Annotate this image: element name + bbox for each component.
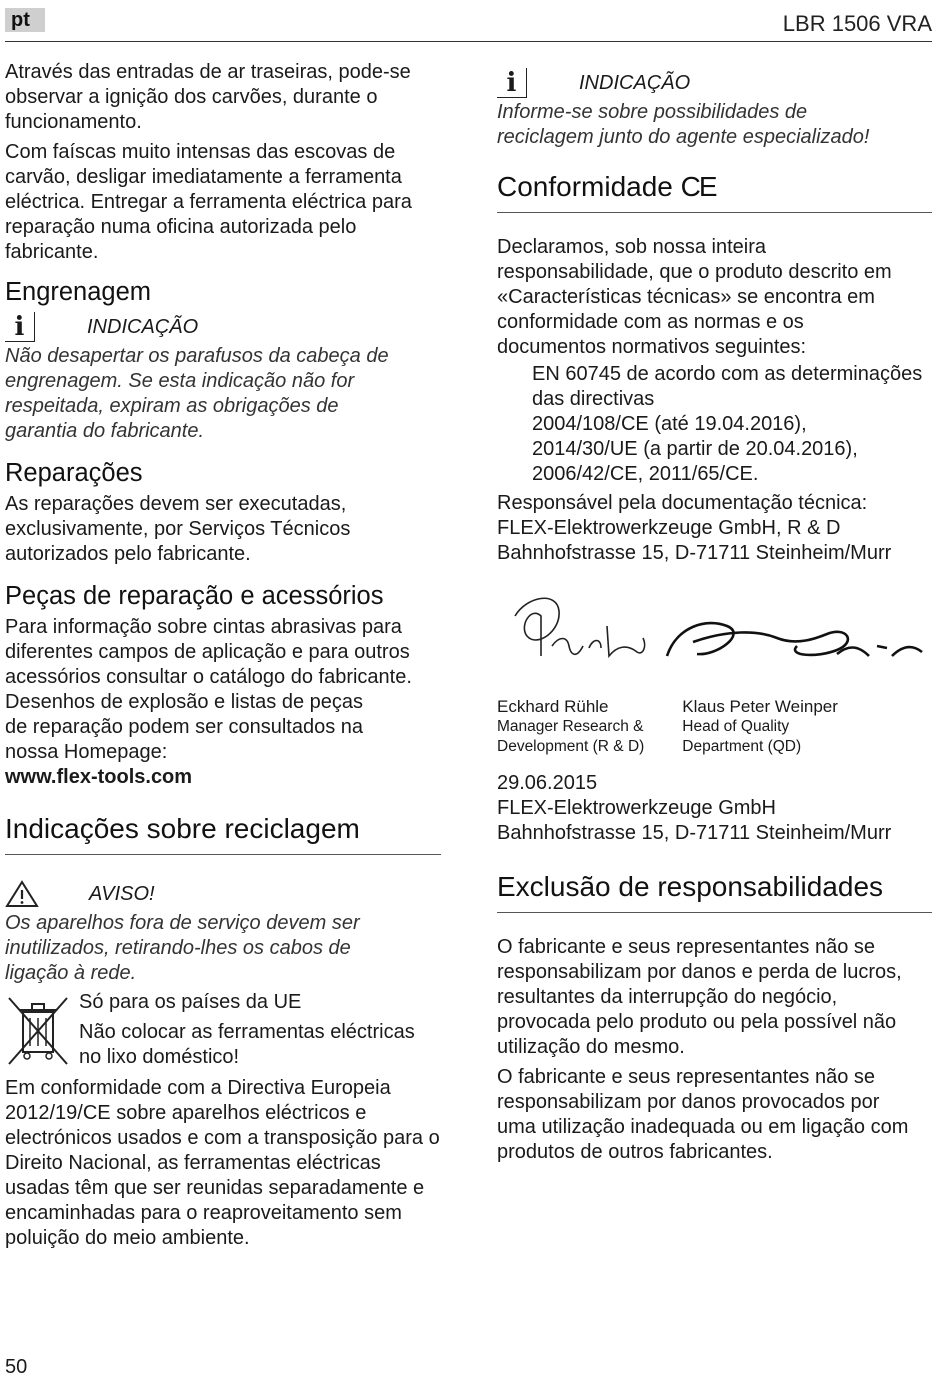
pecas-text-2: Desenhos de explosão e listas de peças de reparação podem ser consultados na nossa Homepage: (5, 691, 364, 763)
reparacoes-heading: Reparações (5, 459, 143, 487)
header-divider (5, 41, 932, 42)
warning-triangle-icon (5, 879, 39, 909)
signatory-role: Head of Quality (682, 718, 790, 735)
signatory-role: Development (R & D) (497, 738, 645, 755)
signatures (497, 586, 932, 696)
exclusao-heading: Exclusão de responsabilidades (497, 870, 932, 913)
info-icon: i (497, 68, 527, 98)
warning-text: Os aparelhos fora de serviço devem ser inutilizados, retirando-lhes os cabos de ligação à rede. (5, 912, 360, 984)
conformidade-intro: Declaramos, sob nossa inteira responsabilidade, que o produto descrito em «Características técnicas» se encontra em conformidade com as normas e os documentos normativos seguintes: (497, 236, 892, 358)
signatory (497, 696, 644, 757)
language-tag: pt (5, 8, 45, 32)
ce-mark: CE (680, 171, 716, 202)
standard-line: 2006/42/CE, 2011/65/CE. (532, 463, 759, 485)
engrenagem-notice-text: Não desapertar os parafusos da cabeça de engrenagem. Se esta indicação não for respeitada, expiram as obrigações de garantia do fabricante. (5, 345, 389, 442)
standard-line: 2004/108/CE (até 19.04.2016), (532, 413, 807, 435)
recycle-notice-header (497, 66, 932, 100)
signatory-name: Klaus Peter Weinper (682, 697, 838, 716)
conformidade-title: Conformidade (497, 171, 673, 202)
signatory-role: Department (QD) (682, 738, 802, 755)
right-column (497, 60, 932, 1165)
responsible-block (497, 491, 932, 566)
recycle-notice-text: Informe-se sobre possibilidades de reciclagem junto do agente especializado! (497, 101, 870, 148)
declaration-date: 29.06.2015 (497, 772, 598, 794)
crossed-bin-icon (5, 990, 71, 1068)
homepage-link[interactable]: www.flex-tools.com (5, 766, 193, 788)
standards-list (497, 362, 932, 487)
signatory (682, 696, 838, 757)
pecas-heading: Peças de reparação e acessórios (5, 582, 384, 610)
exclusao-text-1: O fabricante e seus representantes não se responsabilizam por danos e perda de lucros, resultantes da interrupção do negócio, provocada pelo produto ou pela possível não utilização do mesmo. (497, 936, 902, 1058)
responsible-line: Responsável pela documentação técnica: (497, 492, 868, 514)
eu-only-text: Só para os países da UE (79, 991, 302, 1013)
warning-label: AVISO! (89, 882, 155, 905)
info-icon: i (5, 312, 35, 342)
reciclagem-heading: Indicações sobre reciclagem (5, 812, 441, 855)
conformidade-heading (497, 170, 932, 213)
intro-paragraph-1: Através das entradas de ar traseiras, pode-se observar a ignição dos carvões, durante o funcionamento. (5, 61, 411, 133)
signatory-name: Eckhard Rühle (497, 697, 609, 716)
declaration-company: FLEX-Elektrowerkzeuge GmbH (497, 797, 776, 819)
intro-paragraph-2: Com faíscas muito intensas das escovas de carvão, desligar imediatamente a ferramenta eléctrica. Entregar a ferramenta eléctrica para reparação numa oficina autorizada pelo fabricante. (5, 141, 412, 263)
notice-label: INDICAÇÃO (87, 315, 199, 338)
exclusao-text-2: O fabricante e seus representantes não se responsabilizam por danos provocados por uma utilização inadequada ou em ligação com produtos de outros fabricantes. (497, 1066, 909, 1163)
page-number: 50 (5, 1356, 28, 1378)
declaration-address: Bahnhofstrasse 15, D-71711 Steinheim/Murr (497, 822, 892, 844)
engrenagem-heading: Engrenagem (5, 278, 152, 306)
signatory-role: Manager Research & (497, 718, 644, 735)
weee-block (5, 990, 441, 1070)
reparacoes-text: As reparações devem ser executadas, exclusivamente, por Serviços Técnicos autorizados pelo fabricante. (5, 493, 351, 565)
left-column (5, 60, 441, 1251)
handwritten-signatures (497, 586, 932, 696)
responsible-line: Bahnhofstrasse 15, D-71711 Steinheim/Murr (497, 542, 892, 564)
recycle-notice-label: INDICAÇÃO (579, 71, 691, 94)
directive-text: Em conformidade com a Directiva Europeia 2012/19/CE sobre aparelhos eléctricos e electrónicos usados e com a transposição para o Direito Nacional, as ferramentas eléctricas usadas têm que ser reunidas separadamente e encaminhadas para o reaproveitamento sem poluição do meio ambiente. (5, 1077, 440, 1249)
signatory-list (497, 696, 932, 757)
standard-line: EN 60745 de acordo com as determinações das directivas (532, 363, 923, 410)
engrenagem-notice-header (5, 310, 441, 344)
model-name: LBR 1506 VRA (782, 11, 932, 36)
no-household-text: Não colocar as ferramentas eléctricas no lixo doméstico! (79, 1021, 415, 1068)
warning-notice-header (5, 877, 441, 911)
declaration-footer (497, 771, 932, 846)
responsible-line: FLEX-Elektrowerkzeuge GmbH, R & D (497, 517, 841, 539)
pecas-text-1: Para informação sobre cintas abrasivas para diferentes campos de aplicação e para outros acessórios consultar o catálogo do fabricante. (5, 616, 412, 688)
standard-line: 2014/30/UE (a partir de 20.04.2016), (532, 438, 858, 460)
